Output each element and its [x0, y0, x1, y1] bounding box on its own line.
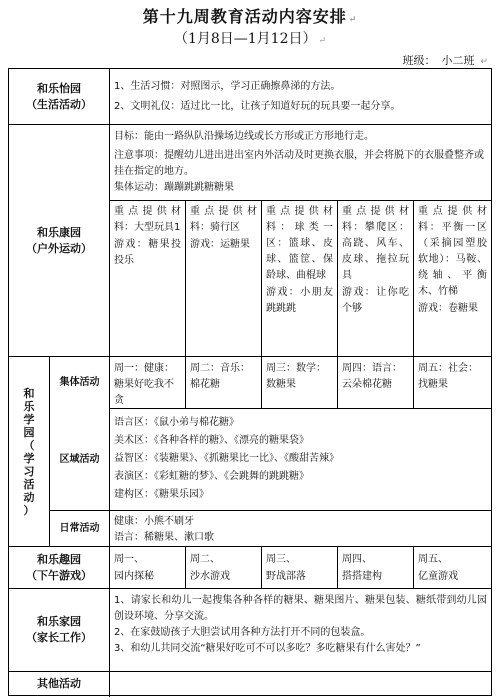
outdoor-column: 重点提供材料：球类一区：篮球、皮球、篮筐、保龄球、曲棍球 游戏：小朋友跳跳跳 — [266, 206, 333, 314]
fun-day: 周一、 园内探秘 — [114, 554, 154, 582]
outdoor-note: 注意事项：提醒幼儿进出进出室内外活动及时更换衣服，并会将脱下的衣服叠整齐或挂在指定的地方。 — [114, 150, 484, 177]
class-label: 班级： — [402, 54, 436, 67]
life-item: 2、文明礼仪：适过比一比，让孩子知道好玩的玩具要一起分享。 — [114, 101, 401, 112]
daily-activity-label: 日常活动 — [59, 522, 100, 534]
outdoor-column: 重点提供材料：骑行区 游戏：运糖果 — [190, 206, 257, 250]
group-activity-day: 周五：社会：找糖果 — [418, 363, 478, 390]
outdoor-content — [110, 127, 491, 200]
area-item: 益智区：《装糖果》、《抓糖果比一比》、《酸甜苦辣》 — [114, 453, 339, 464]
group-activity-label: 集体活动 — [59, 376, 100, 388]
outdoor-column: 重点提供材料：平衡一区（采摘园塑胶软地）：马鞍、绕轴、平衡木、竹梯 游戏：卷糖果 — [418, 206, 487, 314]
group-activity-day: 周四：语言：云朵棉花糖 — [342, 363, 402, 390]
other-content — [110, 672, 491, 696]
fun-day: 周二、 沙水游戏 — [190, 554, 230, 582]
outdoor-column: 重点提供材料：大型玩具1 游戏：糖果投投乐 — [114, 206, 181, 266]
fun-day: 周三、 野战部落 — [266, 554, 306, 582]
document-title: 第十九周教育活动内容安排 ↵ — [142, 7, 358, 26]
section-other-label: 其他活动 — [37, 677, 81, 690]
group-activity-day: 周二：音乐：棉花糖 — [190, 363, 250, 390]
fun-day: 周五、 亿童游戏 — [418, 554, 458, 582]
life-item: 1、生活习惯：对照图示，学习正确擦鼻涕的方法。 — [114, 81, 341, 92]
outdoor-column: 重点提供材料：攀爬区：高跷、风车、皮球、拖拉玩具 游戏：让你吃个够 — [342, 206, 409, 314]
group-activity-day: 周一：健康：糖果好吃我不贪 — [114, 363, 174, 406]
section-home-label: 和乐家园 （家长工作） — [26, 615, 92, 644]
area-activity-content — [110, 412, 491, 510]
home-item: 1、请家长和幼儿一起搜集各种各样的糖果、糖果图片、糖果包装、糖纸带到幼儿园创设环境、分享交流。 — [114, 595, 487, 622]
life-content — [110, 75, 491, 123]
section-fun-label: 和乐趣园 （下午游戏） — [26, 552, 92, 582]
home-content — [110, 591, 491, 671]
area-item: 语言区：《鼠小弟与棉花糖》 — [114, 417, 239, 428]
fun-day: 周四、 搭搭建构 — [342, 554, 382, 582]
daily-activity-content — [110, 512, 491, 546]
daily-item: 语言：稀糖果、漱口歌 — [114, 532, 214, 543]
area-item: 表演区：《彩虹糖的梦》、《会跳舞的跳跳糖》 — [114, 471, 309, 482]
home-item: 2、在家鼓励孩子大胆尝试用各种方法打开不同的包装盒。 — [114, 627, 371, 638]
area-activity-label: 区域活动 — [59, 453, 100, 465]
daily-item: 健康：小熊不刷牙 — [114, 516, 194, 527]
outdoor-goal: 目标：能由一路纵队沿操场边线或长方形或正方形地行走。 — [114, 131, 374, 142]
class-info: 班级： 小二班 ↵ — [402, 54, 488, 67]
outdoor-collective: 集体运动：蹦蹦跳跳糖糖果 — [114, 182, 234, 193]
class-value: 小二班 — [441, 54, 475, 67]
area-item: 建构区：《糖果乐园》 — [114, 489, 209, 500]
section-outdoor-label: 和乐康园 （户外运动） — [26, 225, 92, 255]
date-range: （1月8日—1月12日） ↵ — [173, 31, 327, 47]
section-life-label: 和乐怡园 （生活活动） — [26, 81, 92, 111]
section-learning-label: 和 乐 学 园 （ 学 习 活 动 ） — [23, 386, 35, 517]
group-activity-day: 周三：数学：数糖果 — [266, 363, 326, 390]
schedule-table — [8, 68, 492, 696]
home-item: 3、和幼儿共同交流“糖果好吃可不可以多吃？多吃糖果有什么害处？” — [114, 643, 421, 654]
area-item: 美术区：《各种各样的糖》、《漂亮的糖果袋》 — [114, 435, 309, 446]
